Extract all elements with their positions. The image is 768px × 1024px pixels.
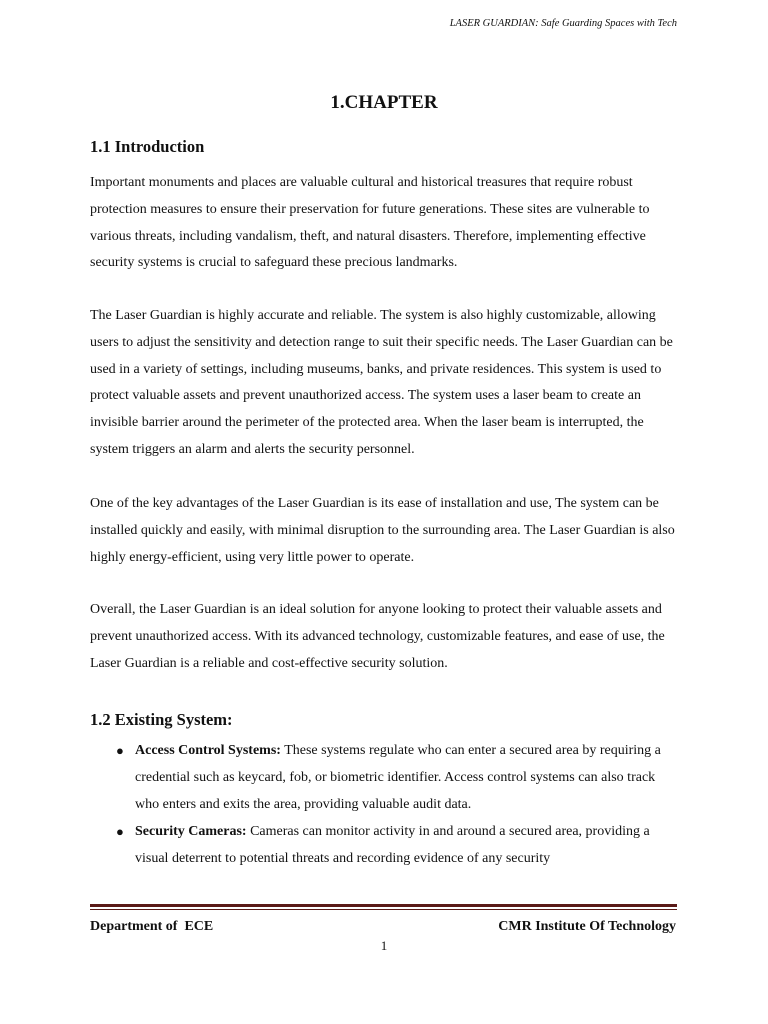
- list-item-term: Access Control Systems:: [135, 743, 281, 758]
- list-item-text: Cameras can monitor activity in and around a secured area, providing a visual deterrent to potential threats and recording evidence of any security: [135, 824, 650, 866]
- intro-paragraph-3: One of the key advantages of the Laser Guardian is its ease of installation and use, The system can be installed quickly and easily, with minimal disruption to the surrounding area. The Laser Guardian is also highly energy-efficient, using very little power to operate.: [90, 496, 675, 565]
- intro-paragraph-1: Important monuments and places are valuable cultural and historical treasures that require robust protection measures to ensure their preservation for future generations. These sites are vulnerable to various threats, including vandalism, theft, and natural disasters. Therefore, implementing effective security systems is crucial to safeguard these precious landmarks.: [90, 175, 650, 271]
- page-number: 1: [380, 938, 388, 953]
- bullet-icon: ●: [116, 824, 124, 839]
- footer-institute: CMR Institute Of Technology: [498, 919, 676, 934]
- footer-department: Department of ECE: [90, 919, 214, 934]
- section-heading-introduction: 1.1 Introduction: [90, 137, 205, 156]
- intro-paragraph-2: The Laser Guardian is highly accurate and reliable. The system is also highly customizable, allowing users to adjust the sensitivity and detection range to suit their specific needs. The Laser Guardian can be used in a variety of settings, including museums, banks, and private residences. This system is used to protect valuable assets and prevent unauthorized access. The system uses a laser beam to create an invisible barrier around the perimeter of the protected area. When the laser beam is interrupted, the system triggers an alarm and alerts the security personnel.: [90, 308, 673, 457]
- list-item: [90, 737, 680, 818]
- footer-divider: [90, 904, 677, 907]
- chapter-title: 1.CHAPTER: [330, 92, 438, 113]
- list-item: [90, 818, 680, 872]
- existing-system-list: [90, 737, 680, 872]
- intro-paragraph-4: Overall, the Laser Guardian is an ideal solution for anyone looking to protect their valuable assets and prevent unauthorized access. With its advanced technology, customizable features, and ease of use, the Laser Guardian is a reliable and cost-effective security solution.: [90, 602, 665, 671]
- running-header: LASER GUARDIAN: Safe Guarding Spaces with Tech: [449, 18, 677, 29]
- section-heading-existing-system: 1.2 Existing System:: [90, 710, 233, 729]
- footer-divider-thin: [90, 909, 677, 910]
- list-item-term: Security Cameras:: [135, 824, 247, 839]
- bullet-icon: ●: [116, 743, 124, 758]
- list-item-text: These systems regulate who can enter a secured area by requiring a credential such as keycard, fob, or biometric identifier. Access control systems can also track who enters and exits the area, providing valuable audit data.: [135, 743, 661, 812]
